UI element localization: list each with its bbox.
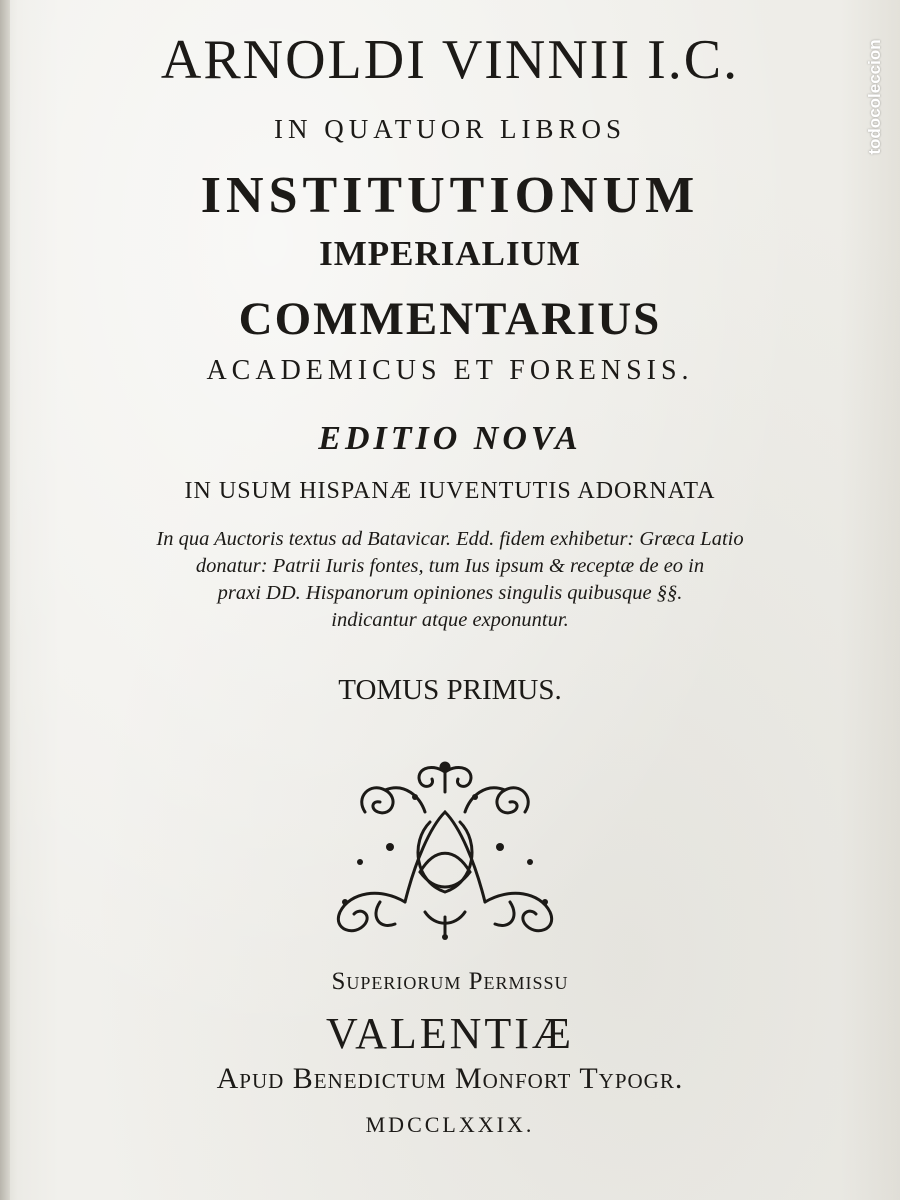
title-commentarius: COMMENTARIUS	[238, 293, 662, 345]
description-line: donatur: Patrii Iuris fontes, tum Ius ipsum & receptæ de eo in	[195, 555, 705, 577]
title-institutionum: INSTITUTIONUM	[200, 167, 700, 224]
publication-year: MDCCLXXIX.	[365, 1112, 535, 1137]
watermark-text: todocoleccion	[865, 39, 884, 155]
description-line: praxi DD. Hispanorum opiniones singulis quibusque §§.	[217, 582, 683, 604]
place-of-printing: VALENTIÆ	[325, 1009, 575, 1058]
printer-line: Apud Benedictum Monfort Typogr.	[216, 1062, 684, 1095]
description-line: In qua Auctoris textus ad Batavicar. Edd. fidem exhibetur: Græca Latio	[156, 528, 744, 550]
subtitle-in-quatuor: IN QUATUOR LIBROS	[273, 114, 626, 144]
in-usum-line: IN USUM HISPANÆ IUVENTUTIS ADORNATA	[184, 478, 716, 504]
description-line: indicantur atque exponuntur.	[331, 609, 569, 631]
edition-label: EDITIO NOVA	[318, 420, 582, 457]
subtitle-academicus: ACADEMICUS ET FORENSIS.	[206, 355, 694, 386]
title-imperialium: IMPERIALIUM	[319, 234, 581, 273]
description-paragraph	[60, 526, 840, 634]
author-name: ARNOLDI VINNII I.C.	[160, 29, 740, 91]
volume-label: TOMUS PRIMUS.	[338, 674, 562, 706]
permission-line: Superiorum Permissu	[331, 968, 569, 995]
floral-monogram-ornament-icon	[320, 752, 570, 942]
watermark	[862, 12, 888, 182]
